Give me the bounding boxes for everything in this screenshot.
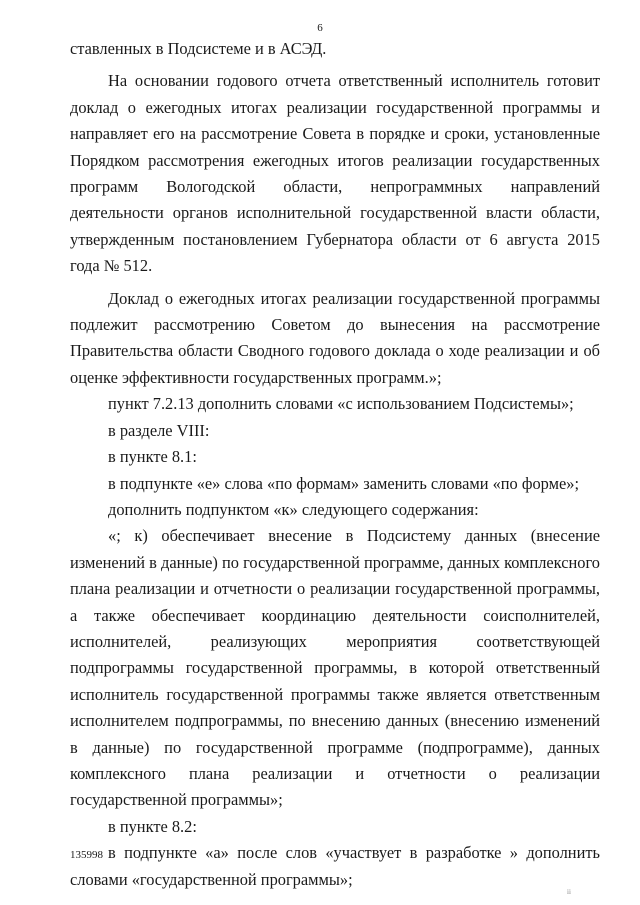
paragraph-continuation: ставленных в Подсистеме и в АСЭД.: [70, 39, 327, 58]
paragraph-report-review: Доклад о ежегодных итогах реализации государственной программы подлежит рассмотрению Советом до вынесения на рассмотрение Правительства области Сводного годового доклада о ходе реализации и об оценке эффективности государственных программ.»;: [70, 288, 600, 387]
paragraph-item-7-2-13: пункт 7.2.13 дополнить словами «с использованием Подсистемы»;: [108, 394, 574, 414]
page-number: 6: [317, 22, 323, 34]
paragraph-add-subitem-k: дополнить подпунктом «к» следующего содержания:: [108, 499, 479, 519]
paragraph-subitem-a: в подпункте «а» после слов «участвует в разработке » дополнить словами «государственной программы»;: [70, 843, 600, 889]
document-body: [70, 36, 600, 893]
document-code: 135998: [70, 849, 103, 861]
paragraph-item-8-2: в пункте 8.2:: [108, 816, 197, 836]
paragraph-subitem-k-text: «; к) обеспечивает внесение в Подсистему данных (внесение изменений в данные) по государственной программе, данных комплексного плана реализации и отчетности о реализации государственной программы, а также обеспечивает координацию деятельности соисполнителей, исполнителей, реализующих мероприятия соответствующей подпрограммы государственной программы, в которой ответственный исполнитель государственной программы также является ответственным исполнителем подпрограммы, по внесению данных (внесению изменений в данные) по государственной программе (подпрограмме), данных комплексного плана реализации и отчетности о реализации государственной программы»;: [70, 526, 600, 810]
paragraph-subitem-e: в подпункте «е» слова «по формам» заменить словами «по форме»;: [108, 473, 580, 493]
paragraph-annual-report: На основании годового отчета ответственный исполнитель готовит доклад о ежегодных итогах реализации государственной программы и направляет его на рассмотрение Совета в порядке и сроки, установленные Порядком рассмотрения ежегодных итогов реализации государственных программ Вологодской области, непрограммных направлений деятельности органов исполнительной государственной власти области, утвержденным постановлением Губернатора области от 6 августа 2015 года № 512.: [70, 71, 600, 276]
paragraph-item-8-1: в пункте 8.1:: [108, 447, 197, 467]
corner-mark: ii: [567, 888, 571, 896]
paragraph-section-viii: в разделе VIII:: [108, 420, 210, 440]
